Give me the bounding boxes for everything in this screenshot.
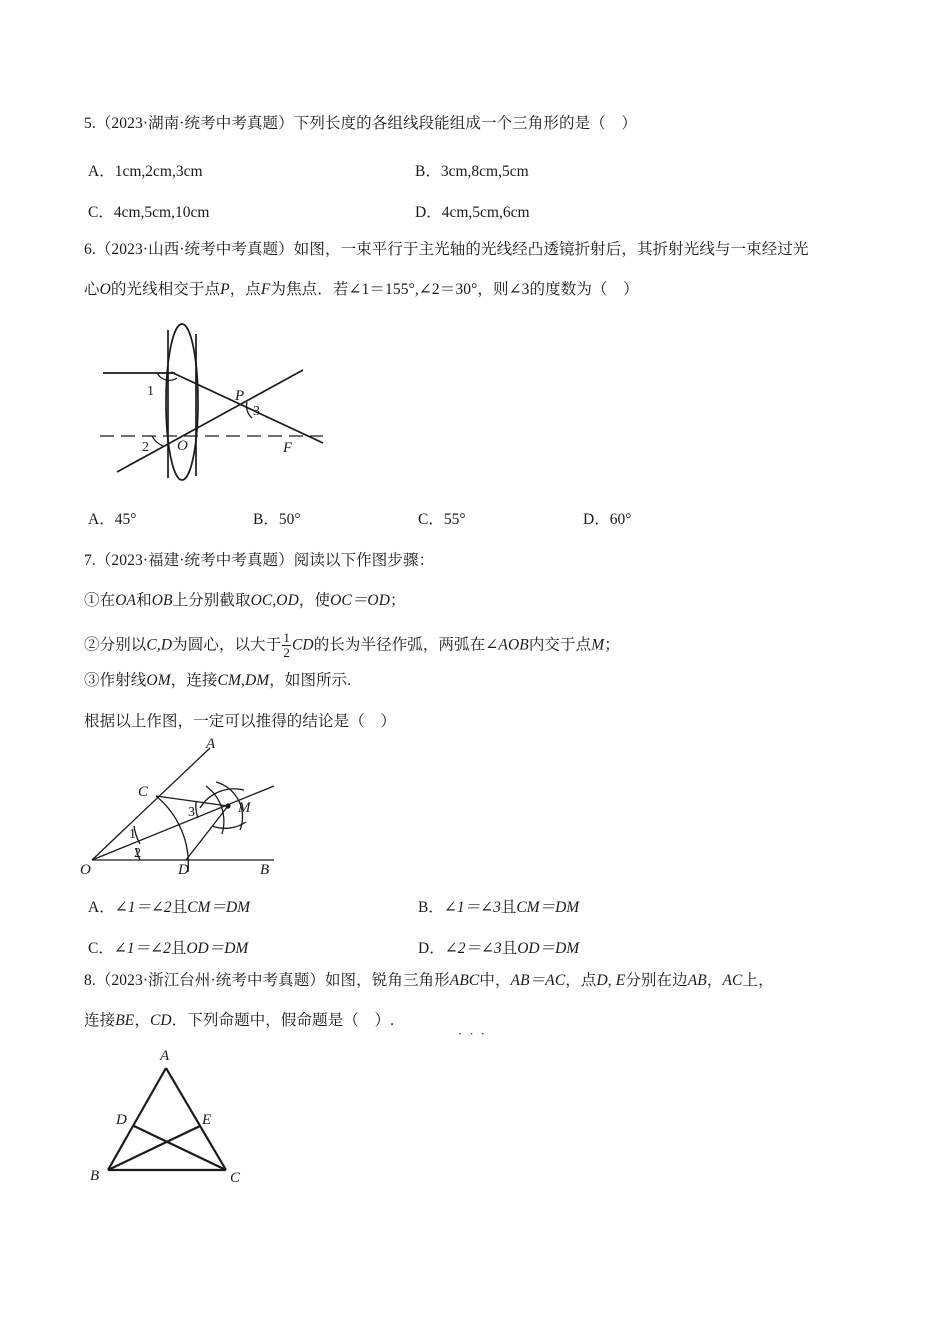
- step-marker: ②: [84, 636, 100, 654]
- question-5-stem-text: 下列长度的各组线段能组成一个三角形的是（ ）: [293, 115, 637, 132]
- question-7-source: （2023·福建·统考中考真题）: [95, 552, 294, 569]
- question-5-source: （2023·湖南·统考中考真题）: [95, 115, 294, 132]
- math-angle-aob: ∠AOB: [485, 636, 529, 654]
- math-angle-3: ∠3: [508, 281, 530, 298]
- stem-frag: ，点: [229, 281, 261, 298]
- angle-3-arc: [196, 802, 198, 818]
- label-point-e: E: [202, 1112, 212, 1128]
- math-triangle-abc: ABC: [449, 972, 480, 989]
- label-angle-2: 2: [142, 440, 149, 455]
- label-angle-2: 2: [134, 846, 141, 861]
- step-frag: ；: [390, 592, 406, 609]
- math-points-de: D, E: [596, 972, 626, 989]
- fraction-one-half: [282, 631, 291, 659]
- question-8-source: （2023·浙江台州·统考中考真题）: [95, 972, 325, 989]
- option-label: D．: [583, 511, 610, 528]
- question-5-option-b[interactable]: [415, 159, 529, 181]
- step-frag: ，使: [298, 592, 331, 609]
- stem-frag: ，: [706, 972, 723, 989]
- label-point-a: A: [206, 736, 216, 752]
- step-frag: 的长为半径作弧，两弧在: [313, 636, 486, 654]
- step-frag: 和: [136, 592, 152, 609]
- option-text: 60°: [609, 511, 632, 528]
- stem-frag: 的度数为（ ）: [529, 281, 639, 298]
- question-7-figure: [78, 738, 328, 883]
- option-text: ∠2＝∠3: [444, 940, 502, 957]
- option-text: 55°: [443, 511, 466, 528]
- math-oc-od: OC,OD: [250, 592, 299, 609]
- label-point-d: D: [178, 862, 189, 878]
- question-6-figure: [95, 312, 355, 492]
- question-5-option-d[interactable]: [415, 200, 530, 222]
- emphasized-term: 假命题: [280, 1012, 328, 1029]
- option-label: A．: [88, 511, 115, 528]
- label-point-a: A: [160, 1048, 170, 1064]
- option-label: A．: [88, 163, 115, 180]
- label-point-o: O: [177, 438, 188, 454]
- math-cd: CD: [291, 636, 314, 654]
- option-text: 45°: [114, 511, 137, 528]
- question-6-stem-line-1: [84, 240, 809, 260]
- option-text: ∠1＝∠3: [443, 899, 501, 916]
- label-angle-1: 1: [147, 384, 154, 399]
- option-text-2: OD＝DM: [517, 940, 580, 957]
- emphasis-dots: ···: [458, 1026, 492, 1041]
- question-6-stem-line-2: [84, 280, 639, 300]
- math-ab-eq-ac: AB＝AC: [510, 972, 566, 989]
- question-7-stem-text: 阅读以下作图步骤：: [293, 552, 435, 569]
- option-text: 3cm,8cm,5cm: [440, 163, 529, 180]
- question-7-number: 7.: [84, 552, 96, 569]
- option-conjunction: 且: [171, 899, 188, 916]
- label-point-m: M: [238, 800, 251, 816]
- question-8-stem-line-1: [84, 971, 774, 991]
- math-angle-values: ∠1＝155°,∠2＝30°: [348, 281, 478, 298]
- math-ob: OB: [151, 592, 173, 609]
- option-label: B．: [415, 163, 441, 180]
- math-cm-dm: CM,DM: [217, 672, 270, 689]
- stem-frag: 连接: [84, 1012, 116, 1029]
- step-frag: 为圆心，以大于: [172, 636, 282, 654]
- question-7-option-b[interactable]: [418, 895, 579, 917]
- step-frag: ；: [604, 636, 620, 654]
- option-label: C．: [418, 511, 444, 528]
- stem-frag: ，: [134, 1012, 150, 1029]
- math-om: OM: [146, 672, 171, 689]
- label-point-f: F: [283, 440, 293, 456]
- option-text: 1cm,2cm,3cm: [114, 163, 203, 180]
- question-6-number: 6.: [84, 241, 96, 258]
- question-7-option-a[interactable]: [88, 895, 250, 917]
- label-point-c: C: [230, 1170, 241, 1186]
- stem-frag: 是（ ）.: [327, 1012, 395, 1029]
- stem-frag: ，则: [477, 281, 509, 298]
- stem-frag: 中，: [479, 972, 511, 989]
- question-6-option-b[interactable]: [253, 507, 301, 529]
- question-6-source: （2023·山西·统考中考真题）: [95, 241, 294, 258]
- option-label: B．: [253, 511, 279, 528]
- point-m-dot: [225, 803, 230, 808]
- stem-frag: 心: [84, 281, 100, 298]
- option-text: 4cm,5cm,6cm: [441, 204, 530, 221]
- label-angle-3: 3: [253, 404, 260, 419]
- question-8-number: 8.: [84, 972, 96, 989]
- label-point-b: B: [260, 862, 270, 878]
- label-point-o: O: [80, 862, 91, 878]
- question-7-option-c[interactable]: [88, 936, 248, 958]
- label-angle-3: 3: [188, 805, 195, 820]
- segment-be: [108, 1126, 200, 1170]
- label-angle-1: 1: [129, 827, 136, 842]
- step-frag: 分别以: [99, 636, 147, 654]
- option-label: C．: [88, 940, 114, 957]
- math-point-o: O: [99, 281, 111, 298]
- math-point-p: P: [220, 281, 230, 298]
- question-6-stem-text-a: 如图，一束平行于主光轴的光线经凸透镜折射后，其折射光线与一束经过光: [293, 241, 809, 258]
- option-text-2: OD＝DM: [186, 940, 249, 957]
- option-text: 50°: [278, 511, 301, 528]
- math-cd: CD: [149, 1012, 172, 1029]
- math-ab: AB: [687, 972, 707, 989]
- stem-frag: 上，: [742, 972, 774, 989]
- option-text-2: CM＝DM: [187, 899, 251, 916]
- label-point-b: B: [90, 1168, 100, 1184]
- option-text: ∠1＝∠2: [114, 899, 172, 916]
- stem-frag: 如图，锐角三角形: [324, 972, 450, 989]
- option-label: A．: [88, 899, 115, 916]
- option-text-2: CM＝DM: [516, 899, 580, 916]
- option-conjunction: 且: [500, 899, 517, 916]
- question-5-option-c[interactable]: [88, 200, 209, 222]
- option-label: B．: [418, 899, 444, 916]
- option-text: 4cm,5cm,10cm: [113, 204, 210, 221]
- question-5-number: 5.: [84, 115, 96, 132]
- label-point-d: D: [116, 1112, 127, 1128]
- step-marker: ③: [84, 672, 100, 689]
- angle-2-arc: [152, 436, 163, 446]
- question-5-stem: [84, 114, 637, 134]
- step-frag: ，如图所示.: [269, 672, 352, 689]
- stem-frag: ．下列命题中，: [171, 1012, 281, 1029]
- stem-frag: 的光线相交于点: [110, 281, 221, 298]
- math-oa: OA: [115, 592, 137, 609]
- option-text: ∠1＝∠2: [113, 940, 171, 957]
- ray-oa: [92, 748, 210, 860]
- convex-lens-ellipse: [166, 324, 198, 480]
- step-frag: ，连接: [170, 672, 218, 689]
- step-frag: 内交于点: [528, 636, 592, 654]
- question-7-option-d[interactable]: [418, 936, 579, 958]
- question-7-step-1: [84, 591, 406, 611]
- question-7-step-3: [84, 671, 351, 691]
- question-5-option-a[interactable]: [88, 159, 203, 181]
- option-conjunction: 且: [501, 940, 518, 957]
- stem-frag: ，点: [565, 972, 597, 989]
- math-c-d: C,D: [146, 636, 173, 654]
- step-frag: 上分别截取: [172, 592, 251, 609]
- step-frag: 在: [99, 592, 116, 609]
- ray-om-bisector: [92, 786, 274, 860]
- conclusion-prompt-text: 根据以上作图，一定可以推得的结论是（ ）: [84, 713, 397, 730]
- step-marker: ①: [84, 592, 100, 609]
- question-7-stem: [84, 551, 434, 571]
- question-6-option-d[interactable]: [583, 507, 631, 529]
- option-conjunction: 且: [170, 940, 187, 957]
- question-6-option-c[interactable]: [418, 507, 466, 529]
- math-be: BE: [115, 1012, 135, 1029]
- question-7-step-2: [84, 631, 620, 659]
- label-point-p: P: [235, 388, 245, 404]
- option-label: D．: [415, 204, 442, 221]
- math-point-f: F: [260, 281, 271, 298]
- question-7-conclusion-prompt: [84, 712, 396, 732]
- option-label: D．: [418, 940, 445, 957]
- stem-frag: 分别在边: [625, 972, 688, 989]
- question-8-figure: [78, 1042, 278, 1202]
- math-ac: AC: [722, 972, 743, 989]
- question-8-stem-line-2: [84, 1011, 394, 1031]
- math-oc-eq-od: OC＝OD: [330, 592, 391, 609]
- stem-frag: 为焦点．若: [270, 281, 349, 298]
- fraction-numerator: 1: [283, 630, 290, 645]
- option-label: C．: [88, 204, 114, 221]
- fraction-denominator: 2: [283, 644, 290, 660]
- label-point-c: C: [138, 784, 149, 800]
- step-frag: 作射线: [99, 672, 147, 689]
- question-6-option-a[interactable]: [88, 507, 136, 529]
- math-point-m: M: [591, 636, 605, 654]
